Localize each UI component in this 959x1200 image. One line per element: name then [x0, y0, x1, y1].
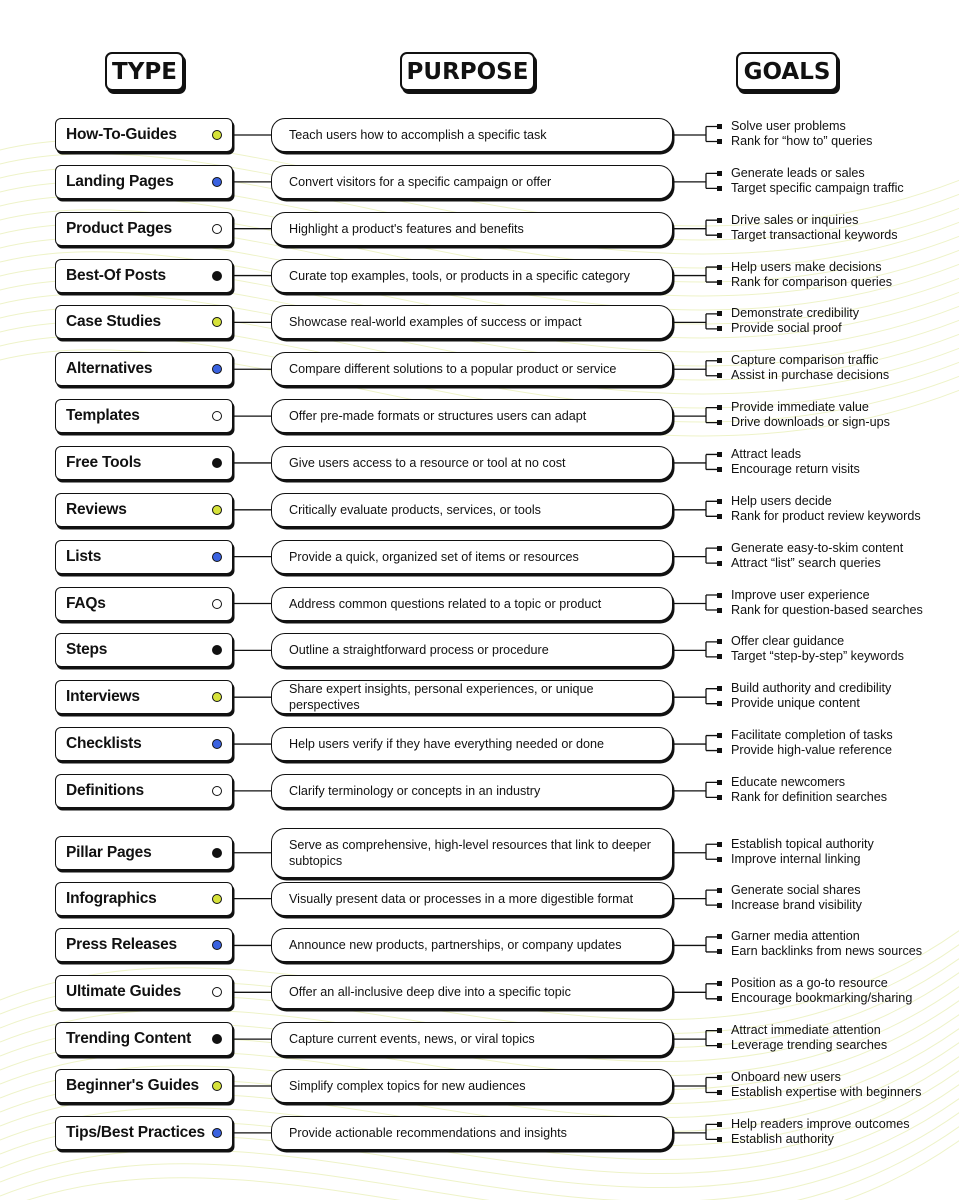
goal-item: Rank for question-based searches — [731, 602, 923, 617]
white-dot-icon — [212, 224, 222, 234]
type-box — [55, 975, 233, 1009]
purpose-box — [271, 259, 673, 293]
type-label: Templates — [66, 407, 140, 425]
purpose-box — [271, 882, 673, 916]
type-label: Tips/Best Practices — [66, 1123, 205, 1141]
type-box — [55, 1069, 233, 1103]
goal-item: Help users decide — [731, 493, 832, 508]
lime-dot-icon — [212, 130, 222, 140]
goal-item: Provide social proof — [731, 321, 842, 336]
goal-item: Attract “list” search queries — [731, 555, 881, 570]
purpose-goals-connector — [673, 1124, 718, 1139]
goal-item: Provide high-value reference — [731, 743, 893, 758]
type-label: Free Tools — [66, 453, 142, 471]
type-box — [55, 774, 233, 808]
type-label: Reviews — [66, 500, 127, 518]
type-box — [55, 727, 233, 761]
type-box — [55, 165, 233, 199]
bullet-square-icon — [717, 405, 722, 410]
bullet-square-icon — [717, 467, 722, 472]
purpose-text: Capture current events, news, or viral topics — [289, 1032, 535, 1047]
bullet-square-icon — [717, 326, 722, 331]
bullet-square-icon — [717, 265, 722, 270]
bullet-square-icon — [717, 686, 722, 691]
black-dot-icon — [212, 271, 222, 281]
type-label: Infographics — [66, 889, 157, 907]
bullet-square-icon — [717, 608, 722, 613]
goal-item: Encourage bookmarking/sharing — [731, 991, 913, 1006]
lime-dot-icon — [212, 692, 222, 702]
purpose-box — [271, 399, 673, 433]
bullet-square-icon — [717, 358, 722, 363]
purpose-goals-connector — [673, 736, 718, 751]
bullet-square-icon — [717, 499, 722, 504]
purpose-goals-connector — [673, 1078, 718, 1093]
bullet-square-icon — [717, 139, 722, 144]
black-dot-icon — [212, 645, 222, 655]
blue-dot-icon — [212, 940, 222, 950]
type-label: Interviews — [66, 688, 140, 706]
goal-item: Improve user experience — [731, 587, 870, 602]
goal-item: Drive downloads or sign-ups — [731, 415, 890, 430]
white-dot-icon — [212, 786, 222, 796]
goal-item: Rank for “how to” queries — [731, 134, 873, 148]
bullet-square-icon — [717, 639, 722, 644]
goal-item: Facilitate completion of tasks — [731, 728, 893, 743]
type-label: Trending Content — [66, 1030, 192, 1048]
bullet-square-icon — [717, 857, 722, 862]
purpose-goals-connector — [673, 1031, 718, 1046]
goal-item: Establish expertise with beginners — [731, 1085, 922, 1099]
bullet-square-icon — [717, 233, 722, 238]
purpose-text: Offer an all-inclusive deep dive into a specific topic — [289, 985, 571, 1000]
type-box — [55, 836, 233, 870]
purpose-text: Clarify terminology or concepts in an industry — [289, 783, 541, 798]
purpose-column-header: PURPOSE — [400, 52, 535, 91]
type-box — [55, 446, 233, 480]
type-box — [55, 882, 233, 916]
purpose-text: Compare different solutions to a popular product or service — [289, 362, 617, 377]
type-box — [55, 118, 233, 152]
bullet-square-icon — [717, 280, 722, 285]
type-column-header: TYPE — [105, 52, 184, 91]
type-label: FAQs — [66, 594, 106, 612]
purpose-text: Announce new products, partnerships, or company updates — [289, 938, 622, 953]
goal-item: Offer clear guidance — [731, 634, 845, 649]
purpose-box — [271, 727, 673, 761]
purpose-text: Address common questions related to a topic or product — [289, 596, 602, 611]
purpose-goals-connector — [673, 890, 718, 905]
purpose-box — [271, 1069, 673, 1103]
purpose-text: Provide actionable recommendations and insights — [289, 1125, 567, 1140]
type-label: Best-Of Posts — [66, 266, 166, 284]
type-box — [55, 399, 233, 433]
bullet-square-icon — [717, 452, 722, 457]
goal-item: Demonstrate credibility — [731, 306, 860, 321]
purpose-goals-connector — [673, 844, 718, 859]
goal-item: Garner media attention — [731, 929, 860, 944]
purpose-box — [271, 633, 673, 667]
bullet-square-icon — [717, 780, 722, 785]
type-box — [55, 259, 233, 293]
type-box — [55, 493, 233, 527]
type-label: Ultimate Guides — [66, 983, 181, 1001]
goal-item: Rank for comparison queries — [731, 274, 892, 289]
goal-item: Drive sales or inquiries — [731, 212, 859, 227]
goal-item: Attract immediate attention — [731, 1023, 881, 1038]
purpose-text: Share expert insights, personal experiences, or unique perspectives — [289, 682, 594, 713]
purpose-goals-connector — [673, 642, 718, 657]
goal-item: Establish topical authority — [731, 836, 874, 851]
goal-item: Improve internal linking — [731, 851, 861, 866]
purpose-goals-connector — [673, 501, 718, 516]
bullet-square-icon — [717, 1028, 722, 1033]
goal-item: Rank for definition searches — [731, 789, 888, 804]
blue-dot-icon — [212, 364, 222, 374]
goal-item: Generate leads or sales — [731, 165, 865, 180]
purpose-box — [271, 1116, 673, 1150]
purpose-goals-connector — [673, 173, 718, 188]
purpose-box — [271, 305, 673, 339]
type-box — [55, 540, 233, 574]
bullet-square-icon — [717, 996, 722, 1001]
purpose-box — [271, 118, 673, 152]
bullet-square-icon — [717, 1075, 722, 1080]
purpose-box — [271, 352, 673, 386]
purpose-goals-connector — [673, 595, 718, 610]
purpose-text: Visually present data or processes in a more digestible format — [289, 891, 634, 906]
goal-item: Generate easy-to-skim content — [731, 540, 904, 555]
type-label: How-To-Guides — [66, 126, 177, 143]
bullet-square-icon — [717, 218, 722, 223]
type-label: Lists — [66, 547, 102, 565]
purpose-text: Convert visitors for a specific campaign or offer — [289, 174, 552, 189]
purpose-goals-connector — [673, 127, 718, 142]
goal-item: Attract leads — [731, 446, 801, 461]
bullet-square-icon — [717, 903, 722, 908]
purpose-box — [271, 540, 673, 574]
lime-dot-icon — [212, 317, 222, 327]
goals-column-header: GOALS — [736, 52, 838, 91]
type-label: Case Studies — [66, 313, 161, 331]
purpose-box — [271, 828, 673, 878]
type-box — [55, 928, 233, 962]
bullet-square-icon — [717, 795, 722, 800]
purpose-goals-connector — [673, 689, 718, 704]
bullet-square-icon — [717, 420, 722, 425]
lime-dot-icon — [212, 894, 222, 904]
type-label: Product Pages — [66, 219, 172, 237]
blue-dot-icon — [212, 1128, 222, 1138]
bullet-square-icon — [717, 124, 722, 129]
bullet-square-icon — [717, 373, 722, 378]
lime-dot-icon — [212, 1081, 222, 1091]
purpose-goals-connector — [673, 314, 718, 329]
bullet-square-icon — [717, 701, 722, 706]
goal-item: Target “step-by-step” keywords — [731, 649, 904, 664]
goal-item: Solve user problems — [731, 119, 846, 133]
bullet-square-icon — [717, 514, 722, 519]
goal-item: Generate social shares — [731, 882, 861, 897]
bullet-square-icon — [717, 654, 722, 659]
bullet-square-icon — [717, 842, 722, 847]
goal-item: Provide immediate value — [731, 400, 869, 415]
goal-item: Target specific campaign traffic — [731, 180, 904, 195]
type-box — [55, 212, 233, 246]
bullet-square-icon — [717, 748, 722, 753]
type-label: Checklists — [66, 735, 142, 753]
bullet-square-icon — [717, 1137, 722, 1142]
goal-item: Educate newcomers — [731, 774, 846, 789]
bullet-square-icon — [717, 1090, 722, 1095]
blue-dot-icon — [212, 177, 222, 187]
purpose-box — [271, 165, 673, 199]
purpose-box — [271, 212, 673, 246]
purpose-goals-connector — [673, 984, 718, 999]
goal-item: Assist in purchase decisions — [731, 368, 890, 383]
black-dot-icon — [212, 1034, 222, 1044]
goal-item: Onboard new users — [731, 1070, 841, 1084]
purpose-text: Curate top examples, tools, or products in a specific category — [289, 268, 630, 283]
goal-item: Rank for product review keywords — [731, 508, 921, 523]
type-label: Pillar Pages — [66, 843, 152, 861]
type-label: Landing Pages — [66, 172, 174, 190]
type-box — [55, 1022, 233, 1056]
bullet-square-icon — [717, 186, 722, 191]
type-box — [55, 305, 233, 339]
goal-item: Capture comparison traffic — [731, 353, 879, 368]
purpose-goals-connector — [673, 937, 718, 952]
purpose-goals-connector — [673, 782, 718, 797]
goal-item: Leverage trending searches — [731, 1038, 888, 1053]
goal-item: Establish authority — [731, 1131, 834, 1146]
bullet-square-icon — [717, 981, 722, 986]
purpose-text: Critically evaluate products, services, or tools — [289, 502, 541, 517]
purpose-text: Showcase real-world examples of success or impact — [289, 315, 582, 330]
goal-item: Increase brand visibility — [731, 897, 862, 912]
purpose-goals-connector — [673, 267, 718, 282]
purpose-box — [271, 680, 673, 714]
white-dot-icon — [212, 987, 222, 997]
purpose-text: Teach users how to accomplish a specific task — [289, 128, 547, 142]
type-box — [55, 587, 233, 621]
bullet-square-icon — [717, 934, 722, 939]
type-box — [55, 680, 233, 714]
goal-item: Help users make decisions — [731, 259, 882, 274]
goal-item: Encourage return visits — [731, 461, 860, 476]
type-label: Definitions — [66, 781, 144, 799]
black-dot-icon — [212, 458, 222, 468]
purpose-box — [271, 587, 673, 621]
purpose-goals-connector — [673, 454, 718, 469]
goal-item: Target transactional keywords — [731, 227, 898, 242]
bullet-square-icon — [717, 593, 722, 598]
bullet-square-icon — [717, 1122, 722, 1127]
white-dot-icon — [212, 599, 222, 609]
purpose-box — [271, 493, 673, 527]
type-box — [55, 633, 233, 667]
bullet-square-icon — [717, 733, 722, 738]
purpose-goals-connector — [673, 220, 718, 235]
goal-item: Earn backlinks from news sources — [731, 944, 923, 959]
purpose-text: Give users access to a resource or tool at no cost — [289, 455, 566, 470]
purpose-text: Simplify complex topics for new audiences — [289, 1079, 526, 1093]
goal-item: Build authority and credibility — [731, 681, 892, 696]
blue-dot-icon — [212, 552, 222, 562]
blue-dot-icon — [212, 739, 222, 749]
type-label: Alternatives — [66, 360, 153, 378]
goal-item: Provide unique content — [731, 696, 860, 711]
goal-item: Help readers improve outcomes — [731, 1116, 910, 1131]
bullet-square-icon — [717, 311, 722, 316]
purpose-box — [271, 1022, 673, 1056]
purpose-goals-connector — [673, 548, 718, 563]
type-box — [55, 1116, 233, 1150]
purpose-box — [271, 928, 673, 962]
type-box — [55, 352, 233, 386]
purpose-text: Serve as comprehensive, high-level resources that link to deeper subtopics — [289, 837, 651, 868]
type-label: Beginner's Guides — [66, 1077, 199, 1094]
white-dot-icon — [212, 411, 222, 421]
bullet-square-icon — [717, 546, 722, 551]
purpose-text: Help users verify if they have everything needed or done — [289, 737, 605, 752]
bullet-square-icon — [717, 561, 722, 566]
purpose-box — [271, 446, 673, 480]
bullet-square-icon — [717, 949, 722, 954]
type-label: Steps — [66, 641, 108, 659]
type-label: Press Releases — [66, 936, 177, 954]
lime-dot-icon — [212, 505, 222, 515]
purpose-goals-connector — [673, 361, 718, 376]
purpose-text: Provide a quick, organized set of items or resources — [289, 549, 579, 564]
purpose-goals-connector — [673, 408, 718, 423]
purpose-text: Outline a straightforward process or procedure — [289, 643, 549, 658]
purpose-box — [271, 975, 673, 1009]
purpose-box — [271, 774, 673, 808]
bullet-square-icon — [717, 171, 722, 176]
black-dot-icon — [212, 848, 222, 858]
goal-item: Position as a go-to resource — [731, 976, 888, 991]
purpose-text: Offer pre-made formats or structures users can adapt — [289, 409, 587, 424]
purpose-text: Highlight a product's features and benefits — [289, 221, 524, 236]
bullet-square-icon — [717, 1043, 722, 1048]
bullet-square-icon — [717, 888, 722, 893]
